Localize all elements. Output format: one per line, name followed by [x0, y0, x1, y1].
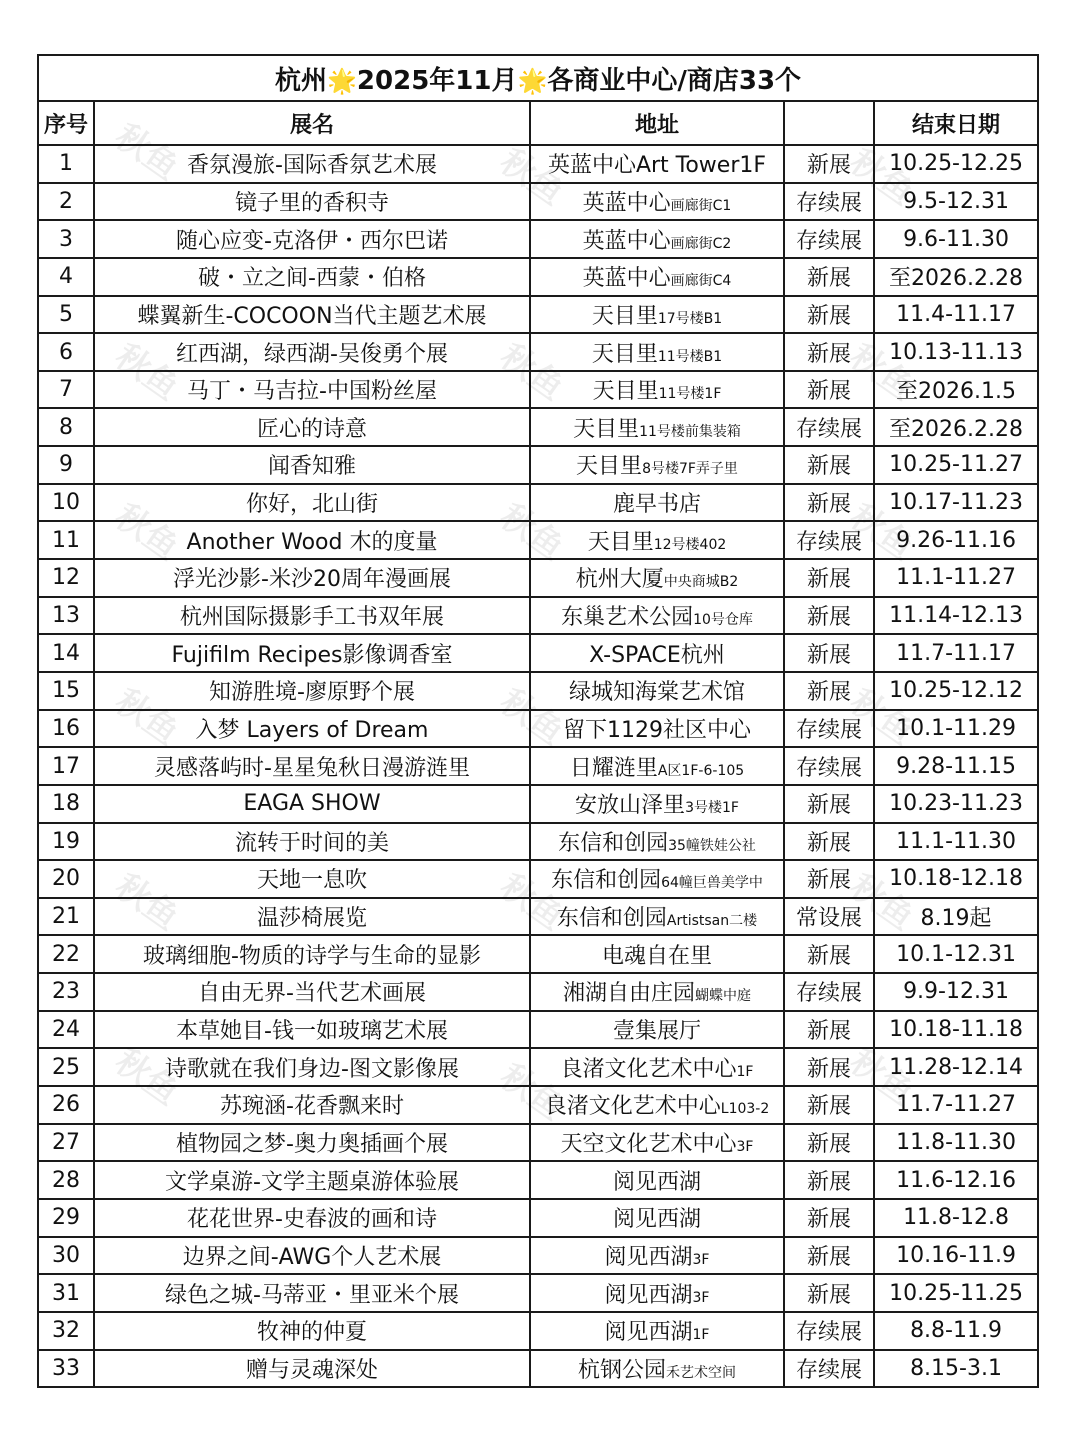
- table-row: [38, 1011, 1038, 1049]
- watermark-text: 秋鱼: [107, 681, 187, 754]
- row-no: 15: [38, 672, 94, 710]
- address-main: 良渚文化艺术中心: [544, 1094, 721, 1120]
- row-name: 入梦 Layers of Dream: [94, 710, 530, 748]
- row-no: 29: [38, 1199, 94, 1237]
- row-end-date: 10.1-12.31: [874, 935, 1038, 973]
- row-type: 新展: [784, 1274, 874, 1312]
- table-row: [38, 710, 1038, 748]
- address-main: 阅见西湖: [604, 1244, 693, 1270]
- address-detail: 3F: [736, 1138, 754, 1155]
- row-name: 流转于时间的美: [94, 823, 530, 861]
- address-main: 英蓝中心Art Tower1F: [547, 153, 767, 179]
- row-type: 存续展: [784, 1312, 874, 1350]
- watermark-text: 秋鱼: [107, 496, 187, 569]
- row-address: [530, 258, 784, 296]
- row-type: 新展: [784, 1199, 874, 1237]
- row-no: 32: [38, 1312, 94, 1350]
- address-detail: 8号楼7F弄子里: [642, 461, 738, 478]
- address-main: 阅见西湖: [604, 1320, 693, 1346]
- row-address: [530, 898, 784, 936]
- row-end-date: 9.9-12.31: [874, 973, 1038, 1011]
- row-type: 存续展: [784, 1350, 874, 1388]
- watermark-text: 秋鱼: [107, 866, 187, 939]
- row-end-date: 11.1-11.27: [874, 559, 1038, 597]
- row-end-date: 9.6-11.30: [874, 220, 1038, 258]
- row-end-date: 9.28-11.15: [874, 747, 1038, 785]
- address-detail: 画廊街C4: [670, 273, 732, 290]
- row-name: 植物园之梦-奥力奥插画个展: [94, 1124, 530, 1162]
- row-no: 28: [38, 1161, 94, 1199]
- row-address: [530, 333, 784, 371]
- address-detail: 10号仓库: [693, 612, 753, 628]
- row-no: 12: [38, 559, 94, 597]
- row-end-date: 9.5-12.31: [874, 183, 1038, 221]
- row-type: 新展: [784, 333, 874, 371]
- row-type: 新展: [784, 145, 874, 183]
- row-no: 21: [38, 898, 94, 936]
- address-detail: 11号楼1F: [658, 386, 722, 403]
- address-main: 东信和创园: [551, 868, 662, 894]
- row-name: EAGA SHOW: [94, 785, 530, 823]
- row-address: [530, 446, 784, 484]
- row-no: 8: [38, 408, 94, 446]
- table-row: [38, 258, 1038, 296]
- row-address: [530, 1011, 784, 1049]
- row-name: 自由无界-当代艺术画展: [94, 973, 530, 1011]
- row-type: 存续展: [784, 710, 874, 748]
- row-name: 天地一息吹: [94, 860, 530, 898]
- address-main: 湘湖自由庄园: [562, 981, 695, 1007]
- address-main: 阅见西湖: [612, 1207, 701, 1233]
- row-no: 19: [38, 823, 94, 861]
- row-end-date: 至2026.2.28: [874, 408, 1038, 446]
- row-name: 灵感落屿时-星星兔秋日漫游涟里: [94, 747, 530, 785]
- row-end-date: 10.25-12.12: [874, 672, 1038, 710]
- header-type: [784, 101, 874, 145]
- row-no: 13: [38, 597, 94, 635]
- watermark-text: 秋鱼: [492, 141, 572, 214]
- row-no: 18: [38, 785, 94, 823]
- row-name: 镜子里的香积寺: [94, 183, 530, 221]
- row-address: [530, 747, 784, 785]
- row-type: 常设展: [784, 898, 874, 936]
- row-end-date: 10.1-11.29: [874, 710, 1038, 748]
- title-suffix: 各商业中心/商店33个: [547, 65, 802, 96]
- row-name: 浮光沙影-米沙20周年漫画展: [94, 559, 530, 597]
- address-main: 天目里: [591, 341, 658, 367]
- table-row: [38, 973, 1038, 1011]
- row-name: 边界之间-AWG个人艺术展: [94, 1237, 530, 1275]
- row-name: 红西湖，绿西湖-吴俊勇个展: [94, 333, 530, 371]
- address-main: 安放山泽里: [575, 793, 686, 819]
- address-detail: 禾艺术空间: [666, 1364, 736, 1381]
- watermark-text: 秋鱼: [492, 681, 572, 754]
- row-type: 新展: [784, 1237, 874, 1275]
- table-row: [38, 296, 1038, 334]
- row-end-date: 至2026.2.28: [874, 258, 1038, 296]
- watermark-text: 秋鱼: [842, 1041, 922, 1114]
- address-main: 鹿早书店: [612, 492, 701, 518]
- row-no: 33: [38, 1350, 94, 1388]
- row-name: 匠心的诗意: [94, 408, 530, 446]
- row-address: [530, 973, 784, 1011]
- row-name: 马丁・马吉拉-中国粉丝屋: [94, 371, 530, 409]
- table-row: [38, 747, 1038, 785]
- row-address: [530, 296, 784, 334]
- address-detail: 17号楼B1: [657, 310, 723, 327]
- row-no: 30: [38, 1237, 94, 1275]
- watermark-text: 秋鱼: [492, 866, 572, 939]
- row-no: 31: [38, 1274, 94, 1312]
- row-name: 香氛漫旅-国际香氛艺术展: [94, 145, 530, 183]
- row-type: 存续展: [784, 973, 874, 1011]
- row-no: 27: [38, 1124, 94, 1162]
- row-no: 16: [38, 710, 94, 748]
- address-detail: 中央商城B2: [663, 574, 739, 591]
- address-detail: L103-2: [720, 1101, 770, 1118]
- table-row: [38, 1312, 1038, 1350]
- table-row: [38, 898, 1038, 936]
- row-no: 5: [38, 296, 94, 334]
- row-address: [530, 145, 784, 183]
- address-detail: Artistsan二楼: [666, 913, 758, 930]
- row-address: [530, 785, 784, 823]
- address-detail: A区1F-6-105: [657, 762, 745, 779]
- row-no: 14: [38, 634, 94, 672]
- row-no: 25: [38, 1048, 94, 1086]
- row-address: [530, 1312, 784, 1350]
- table-row: [38, 1086, 1038, 1124]
- row-name: 温莎椅展览: [94, 898, 530, 936]
- row-no: 11: [38, 521, 94, 559]
- row-type: 新展: [784, 371, 874, 409]
- watermark-text: 秋鱼: [842, 336, 922, 409]
- table-title: [38, 55, 1038, 101]
- row-address: [530, 408, 784, 446]
- address-main: 天空文化艺术中心: [560, 1131, 737, 1157]
- table-row: [38, 371, 1038, 409]
- row-name: 苏琬涵-花香飘来时: [94, 1086, 530, 1124]
- exhibition-table: [37, 54, 1039, 1388]
- address-main: 天目里: [573, 416, 640, 442]
- row-address: [530, 1161, 784, 1199]
- address-main: 壹集展厅: [612, 1019, 701, 1045]
- watermark-text: 秋鱼: [842, 141, 922, 214]
- row-end-date: 11.4-11.17: [874, 296, 1038, 334]
- row-name: 赠与灵魂深处: [94, 1350, 530, 1388]
- address-main: X-SPACE杭州: [589, 642, 725, 668]
- row-no: 10: [38, 484, 94, 522]
- row-type: 新展: [784, 785, 874, 823]
- address-main: 绿城知海棠艺术馆: [568, 680, 745, 706]
- row-end-date: 9.26-11.16: [874, 521, 1038, 559]
- table-row: [38, 484, 1038, 522]
- row-end-date: 11.7-11.17: [874, 634, 1038, 672]
- row-no: 23: [38, 973, 94, 1011]
- table-row: [38, 1048, 1038, 1086]
- watermark-text: 秋鱼: [107, 116, 187, 189]
- table-row: [38, 446, 1038, 484]
- table-row: [38, 1237, 1038, 1275]
- row-name: 诗歌就在我们身边-图文影像展: [94, 1048, 530, 1086]
- row-end-date: 10.23-11.23: [874, 785, 1038, 823]
- address-main: 阅见西湖: [604, 1282, 693, 1308]
- row-end-date: 至2026.1.5: [874, 371, 1038, 409]
- address-detail: 11号楼前集装箱: [639, 423, 741, 440]
- row-type: 新展: [784, 597, 874, 635]
- row-no: 24: [38, 1011, 94, 1049]
- row-address: [530, 1048, 784, 1086]
- row-name: 玻璃细胞-物质的诗学与生命的显影: [94, 935, 530, 973]
- sparkle-icon: 🌟: [327, 66, 357, 95]
- watermark-text: 秋鱼: [107, 336, 187, 409]
- table-row: [38, 559, 1038, 597]
- row-type: 新展: [784, 860, 874, 898]
- header-end-date: 结束日期: [874, 101, 1038, 145]
- row-end-date: 10.25-11.27: [874, 446, 1038, 484]
- row-no: 26: [38, 1086, 94, 1124]
- row-type: 存续展: [784, 183, 874, 221]
- row-name: 牧神的仲夏: [94, 1312, 530, 1350]
- row-address: [530, 860, 784, 898]
- row-end-date: 11.28-12.14: [874, 1048, 1038, 1086]
- row-no: 22: [38, 935, 94, 973]
- row-name: Another Wood 木的度量: [94, 521, 530, 559]
- row-end-date: 10.16-11.9: [874, 1237, 1038, 1275]
- address-main: 留下1129社区中心: [563, 717, 751, 743]
- row-address: [530, 484, 784, 522]
- watermark-text: 秋鱼: [842, 681, 922, 754]
- address-detail: 3号楼1F: [685, 800, 739, 817]
- row-name: 花花世界-史春波的画和诗: [94, 1199, 530, 1237]
- row-type: 新展: [784, 559, 874, 597]
- address-detail: 12号楼402: [653, 536, 727, 553]
- watermark-text: 秋鱼: [842, 496, 922, 569]
- title-month: 2025年11月: [356, 65, 518, 96]
- row-name: 文学桌游-文学主题桌游体验展: [94, 1161, 530, 1199]
- address-main: 东巢艺术公园: [561, 605, 694, 630]
- exhibition-table-sheet: [37, 54, 1037, 1388]
- row-end-date: 10.18-12.18: [874, 860, 1038, 898]
- address-main: 阅见西湖: [612, 1169, 701, 1195]
- row-address: [530, 1199, 784, 1237]
- row-type: 存续展: [784, 521, 874, 559]
- table-row: [38, 1274, 1038, 1312]
- row-end-date: 11.7-11.27: [874, 1086, 1038, 1124]
- row-end-date: 11.6-12.16: [874, 1161, 1038, 1199]
- row-address: [530, 1274, 784, 1312]
- address-main: 东信和创园: [556, 906, 667, 932]
- row-end-date: 11.8-11.30: [874, 1124, 1038, 1162]
- row-end-date: 10.13-11.13: [874, 333, 1038, 371]
- table-row: [38, 597, 1038, 635]
- row-name: 随心应变-克洛伊・西尔巴诺: [94, 220, 530, 258]
- row-name: 知游胜境-廖原野个展: [94, 672, 530, 710]
- row-type: 存续展: [784, 408, 874, 446]
- row-type: 新展: [784, 634, 874, 672]
- address-main: 天目里: [592, 379, 659, 405]
- address-main: 英蓝中心: [582, 190, 671, 216]
- watermark-text: 秋鱼: [842, 866, 922, 939]
- row-type: 新展: [784, 258, 874, 296]
- row-address: [530, 597, 784, 635]
- row-address: [530, 371, 784, 409]
- row-type: 新展: [784, 935, 874, 973]
- table-row: [38, 1161, 1038, 1199]
- header-address: 地址: [530, 101, 784, 145]
- row-name: 杭州国际摄影手工书双年展: [94, 597, 530, 635]
- address-detail: 35幢铁娃公社: [668, 837, 756, 854]
- row-name: 你好，北山街: [94, 484, 530, 522]
- row-no: 9: [38, 446, 94, 484]
- row-no: 2: [38, 183, 94, 221]
- row-name: 破・立之间-西蒙・伯格: [94, 258, 530, 296]
- watermark-text: 秋鱼: [492, 496, 572, 569]
- row-name: 本草她目-钱一如玻璃艺术展: [94, 1011, 530, 1049]
- row-address: [530, 1086, 784, 1124]
- address-main: 日耀涟里: [569, 755, 658, 781]
- table-row: [38, 145, 1038, 183]
- address-main: 电魂自在里: [601, 943, 712, 969]
- row-name: 蝶翼新生-COCOON当代主题艺术展: [94, 296, 530, 334]
- row-name: 闻香知雅: [94, 446, 530, 484]
- row-end-date: 8.15-3.1: [874, 1350, 1038, 1388]
- row-address: [530, 183, 784, 221]
- header-row: [38, 101, 1038, 145]
- address-main: 天目里: [576, 454, 643, 480]
- row-no: 7: [38, 371, 94, 409]
- row-end-date: 10.25-12.25: [874, 145, 1038, 183]
- row-end-date: 10.25-11.25: [874, 1274, 1038, 1312]
- address-detail: 3F: [692, 1251, 710, 1268]
- address-main: 英蓝中心: [582, 228, 671, 254]
- watermark-text: 秋鱼: [492, 1056, 572, 1129]
- table-row: [38, 860, 1038, 898]
- row-type: 新展: [784, 1124, 874, 1162]
- address-detail: 3F: [692, 1289, 710, 1306]
- address-main: 杭州大厦: [575, 567, 664, 593]
- row-type: 新展: [784, 1011, 874, 1049]
- table-row: [38, 183, 1038, 221]
- row-type: 新展: [784, 823, 874, 861]
- header-no: 序号: [38, 101, 94, 145]
- sparkle-icon: 🌟: [517, 66, 548, 95]
- row-no: 6: [38, 333, 94, 371]
- table-row: [38, 935, 1038, 973]
- table-row: [38, 1199, 1038, 1237]
- row-address: [530, 1237, 784, 1275]
- row-type: 存续展: [784, 220, 874, 258]
- table-row: [38, 672, 1038, 710]
- row-no: 17: [38, 747, 94, 785]
- row-address: [530, 521, 784, 559]
- row-address: [530, 1350, 784, 1388]
- row-no: 20: [38, 860, 94, 898]
- row-address: [530, 710, 784, 748]
- address-main: 杭钢公园: [577, 1357, 666, 1383]
- row-type: 新展: [784, 296, 874, 334]
- row-address: [530, 935, 784, 973]
- address-main: 天目里: [591, 303, 658, 329]
- address-detail: 11号楼B1: [657, 348, 723, 365]
- row-address: [530, 1124, 784, 1162]
- row-type: 新展: [784, 446, 874, 484]
- row-end-date: 11.14-12.13: [874, 597, 1038, 635]
- row-end-date: 8.8-11.9: [874, 1312, 1038, 1350]
- title-prefix: 杭州: [275, 65, 328, 96]
- row-address: [530, 220, 784, 258]
- row-end-date: 10.17-11.23: [874, 484, 1038, 522]
- address-main: 英蓝中心: [582, 266, 671, 292]
- row-name: 绿色之城-马蒂亚・里亚米个展: [94, 1274, 530, 1312]
- row-no: 4: [38, 258, 94, 296]
- address-detail: 64幢巨兽美学中: [661, 875, 763, 892]
- watermark-text: 秋鱼: [107, 1041, 187, 1114]
- address-detail: 1F: [736, 1063, 754, 1080]
- watermark-text: 秋鱼: [492, 336, 572, 409]
- address-detail: 画廊街C2: [670, 235, 732, 252]
- row-type: 新展: [784, 672, 874, 710]
- address-main: 东信和创园: [558, 830, 669, 856]
- row-type: 新展: [784, 1048, 874, 1086]
- table-row: [38, 785, 1038, 823]
- row-no: 1: [38, 145, 94, 183]
- table-row: [38, 1350, 1038, 1388]
- table-row: [38, 823, 1038, 861]
- table-row: [38, 333, 1038, 371]
- header-name: 展名: [94, 101, 530, 145]
- table-row: [38, 220, 1038, 258]
- row-address: [530, 672, 784, 710]
- row-address: [530, 634, 784, 672]
- address-detail: 画廊街C1: [670, 197, 732, 214]
- row-no: 3: [38, 220, 94, 258]
- row-type: 新展: [784, 1161, 874, 1199]
- address-main: 良渚文化艺术中心: [560, 1056, 737, 1082]
- address-detail: 蝴蝶中庭: [695, 988, 751, 1005]
- address-main: 天目里: [587, 529, 654, 555]
- row-type: 新展: [784, 484, 874, 522]
- row-address: [530, 559, 784, 597]
- table-row: [38, 1124, 1038, 1162]
- table-row: [38, 408, 1038, 446]
- row-end-date: 11.1-11.30: [874, 823, 1038, 861]
- row-type: 存续展: [784, 747, 874, 785]
- row-type: 新展: [784, 1086, 874, 1124]
- table-row: [38, 521, 1038, 559]
- row-name: Fujifilm Recipes影像调香室: [94, 634, 530, 672]
- row-address: [530, 823, 784, 861]
- row-end-date: 10.18-11.18: [874, 1011, 1038, 1049]
- row-end-date: 8.19起: [874, 898, 1038, 936]
- address-detail: 1F: [692, 1327, 710, 1344]
- row-end-date: 11.8-12.8: [874, 1199, 1038, 1237]
- table-row: [38, 634, 1038, 672]
